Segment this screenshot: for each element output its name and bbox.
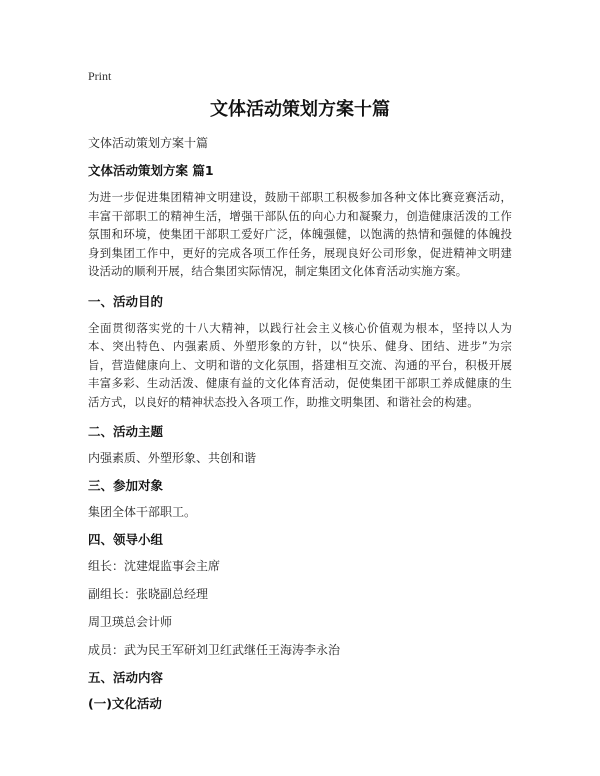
print-label[interactable]: Print xyxy=(88,69,112,83)
leadership-deputy: 副组长：张晓副总经理 xyxy=(88,587,209,601)
leadership-leader: 组长：沈建焜监事会主席 xyxy=(88,559,221,573)
section-heading-content: 五、活动内容 xyxy=(88,670,164,685)
document-title: 文体活动策划方案十篇 xyxy=(210,99,390,120)
section-body-participants: 集团全体干部职工。 xyxy=(88,505,197,519)
leadership-deputy-2: 周卫瑛总会计师 xyxy=(88,615,173,629)
section-heading-leadership: 四、领导小组 xyxy=(88,532,164,547)
section-heading-participants: 三、参加对象 xyxy=(88,478,164,493)
part-heading: 文体活动策划方案 篇1 xyxy=(88,163,214,178)
subsection-heading-culture: (一)文化活动 xyxy=(88,696,162,711)
intro-paragraph: 为进一步促进集团精神文明建设，鼓励干部职工积极参加各种文体比赛竞赛活动，丰富干部职工的精神生活，增强干部队伍的向心力和凝聚力，创造健康活泼的工作氛围和环境，使集团干部职工爱好广泛，体魄强健，以饱满的热情和强健的体魄投身到集团工作中，更好的完成各项工作任务，展现良好公司形象，促进精神文明建设活动的顺利开展，结合集团实际情况，制定集团文化体育活动实施方案。 xyxy=(88,190,512,278)
section-body-purpose: 全面贯彻落实党的十八大精神，以践行社会主义核心价值观为根本，坚持以人为本、突出特色、内强素质、外塑形象的方针，以“快乐、健身、团结、进步”为宗旨，营造健康向上、文明和谐的文化氛围，搭建相互交流、沟通的平台，积极开展丰富多彩、生动活泼、健康有益的文化体育活动，促使集团干部职工养成健康的生活方式，以良好的精神状态投入各项工作，助推文明集团、和谐社会的构建。 xyxy=(88,320,512,409)
leadership-members: 成员：武为民王军研刘卫红武继任王海涛李永治 xyxy=(88,643,341,657)
document-subtitle: 文体活动策划方案十篇 xyxy=(88,136,209,150)
section-heading-purpose: 一、活动目的 xyxy=(88,293,164,309)
section-heading-theme: 二、活动主题 xyxy=(88,424,164,439)
section-body-theme: 内强素质、外塑形象、共创和谐 xyxy=(88,451,257,465)
